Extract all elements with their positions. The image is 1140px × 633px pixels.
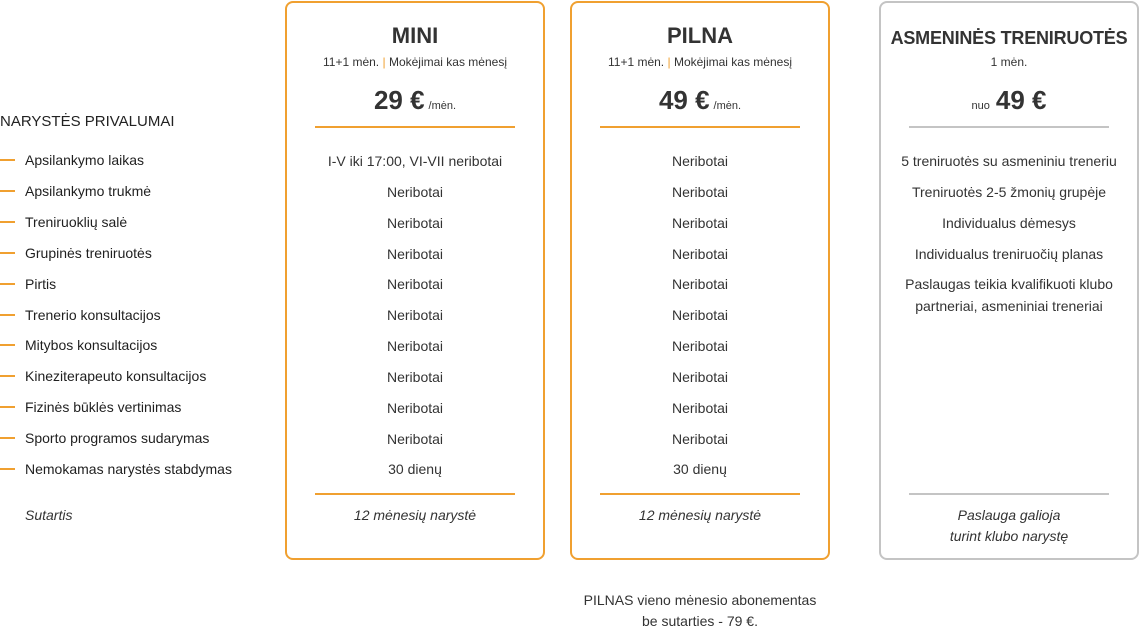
divider-bottom (909, 493, 1109, 495)
feature-item: Treniruotės 2-5 žmonių grupėje (911, 183, 1107, 200)
benefit-item (0, 238, 280, 269)
pricing-note (570, 590, 830, 632)
plan-footer (881, 505, 1137, 547)
benefit-item (0, 145, 280, 176)
benefit-label: Trenerio konsultacijos (25, 306, 161, 323)
plan-title: PILNA (667, 23, 733, 48)
plan-title: MINI (391, 23, 439, 48)
divider-top (909, 126, 1109, 128)
divider-top (600, 126, 800, 128)
plan-payment: Mokėjimai kas mėnesį (388, 55, 507, 69)
price-prefix: nuo (971, 100, 990, 112)
feature-item: Neribotai (671, 152, 729, 169)
plan-footer-line: Paslauga galioja (957, 506, 1061, 523)
plan-card-mini (285, 1, 545, 560)
feature-item: 30 dienų (673, 461, 727, 478)
dash-icon (0, 283, 15, 285)
benefit-item (0, 207, 280, 238)
feature-item: 5 treniruotės su asmeniniu treneriu (901, 152, 1117, 169)
dash-icon (0, 375, 15, 377)
feature-item: Neribotai (671, 368, 729, 385)
plan-card-personal-training (879, 1, 1139, 560)
benefit-item (0, 361, 280, 392)
feature-item: Paslaugas teikia kvalifikuoti klubo partneriai, asmeniniai treneriai (905, 276, 1113, 315)
plan-subtitle (881, 54, 1137, 70)
benefits-column (0, 0, 280, 633)
feature-item: Neribotai (386, 214, 444, 231)
price-amount: 49 € (658, 85, 710, 115)
plan-subtitle (572, 54, 828, 70)
price-unit: /mėn. (713, 100, 742, 112)
benefit-label: Apsilankymo laikas (25, 152, 145, 169)
feature-item: Neribotai (386, 430, 444, 447)
benefit-label: Kineziterapeuto konsultacijos (25, 368, 207, 385)
divider-top (315, 126, 515, 128)
feature-list (295, 146, 535, 485)
plan-price (287, 84, 543, 122)
feature-item: Individualus treniruočių planas (914, 245, 1104, 262)
contract-label: Sutartis (25, 506, 73, 523)
feature-item: Neribotai (671, 399, 729, 416)
dash-icon (0, 221, 15, 223)
benefit-label: Treniruoklių salė (25, 214, 128, 231)
feature-item: Neribotai (386, 276, 444, 293)
benefit-item (0, 423, 280, 454)
benefit-label: Apsilankymo trukmė (25, 183, 152, 200)
feature-item: Neribotai (671, 214, 729, 231)
divider-bottom (600, 493, 800, 495)
plan-title: ASMENINĖS TRENIRUOTĖS (890, 28, 1128, 48)
benefit-item (0, 299, 280, 330)
dash-icon (0, 406, 15, 408)
price-amount: 29 € (373, 85, 425, 115)
feature-item: Neribotai (386, 183, 444, 200)
feature-item: Neribotai (386, 338, 444, 355)
feature-item: Neribotai (671, 430, 729, 447)
plan-footer (572, 505, 828, 526)
price-amount: 49 € (995, 85, 1047, 115)
benefit-label: Mitybos konsultacijos (25, 337, 158, 354)
plan-footer-line: 12 mėnesių narystė (353, 506, 477, 523)
dash-icon (0, 437, 15, 439)
pricing-note-line: be sutarties - 79 €. (642, 612, 758, 629)
feature-item: Neribotai (671, 183, 729, 200)
plan-payment: Mokėjimai kas mėnesį (673, 55, 792, 69)
dash-icon (0, 468, 15, 470)
plan-price (881, 84, 1137, 122)
feature-item: Neribotai (386, 399, 444, 416)
feature-list (889, 146, 1129, 318)
plan-footer (287, 505, 543, 526)
benefit-label: Sporto programos sudarymas (25, 429, 210, 446)
feature-item: Neribotai (386, 368, 444, 385)
feature-item: Neribotai (671, 338, 729, 355)
benefit-item (0, 453, 280, 484)
benefit-label: Nemokamas narystės stabdymas (25, 460, 232, 477)
plan-price (572, 84, 828, 122)
plan-card-pilna (570, 1, 830, 560)
feature-item: Neribotai (386, 245, 444, 262)
plan-separator: | (667, 55, 671, 69)
divider-bottom (315, 493, 515, 495)
dash-icon (0, 314, 15, 316)
benefit-item (0, 330, 280, 361)
dash-icon (0, 344, 15, 346)
feature-item: Neribotai (386, 307, 444, 324)
dash-icon (0, 159, 15, 161)
plan-subtitle (287, 54, 543, 70)
benefit-label: Grupinės treniruotės (25, 244, 152, 261)
benefit-item (0, 176, 280, 207)
feature-item: I-V iki 17:00, VI-VII neribotai (327, 152, 503, 169)
feature-item: Neribotai (671, 245, 729, 262)
benefit-item (0, 392, 280, 423)
feature-item: 30 dienų (388, 461, 442, 478)
dash-icon (0, 190, 15, 192)
pricing-note-line: PILNAS vieno mėnesio abonementas (583, 591, 817, 608)
plan-footer-line: turint klubo narystę (949, 527, 1069, 544)
plan-term: 11+1 mėn. (607, 55, 665, 69)
plan-footer-line: 12 mėnesių narystė (638, 506, 762, 523)
benefit-label: Fizinės būklės vertinimas (25, 399, 182, 416)
benefits-heading: NARYSTĖS PRIVALUMAI (0, 113, 175, 130)
feature-list (580, 146, 820, 485)
dash-icon (0, 252, 15, 254)
feature-item: Neribotai (671, 276, 729, 293)
plan-term: 11+1 mėn. (322, 55, 380, 69)
benefit-list (0, 145, 280, 484)
plan-term: 1 mėn. (990, 55, 1028, 69)
benefit-item (0, 268, 280, 299)
feature-item: Neribotai (671, 307, 729, 324)
feature-item: Individualus dėmesys (942, 214, 1076, 231)
plan-separator: | (382, 55, 386, 69)
benefit-label: Pirtis (25, 275, 57, 292)
price-unit: /mėn. (428, 100, 457, 112)
